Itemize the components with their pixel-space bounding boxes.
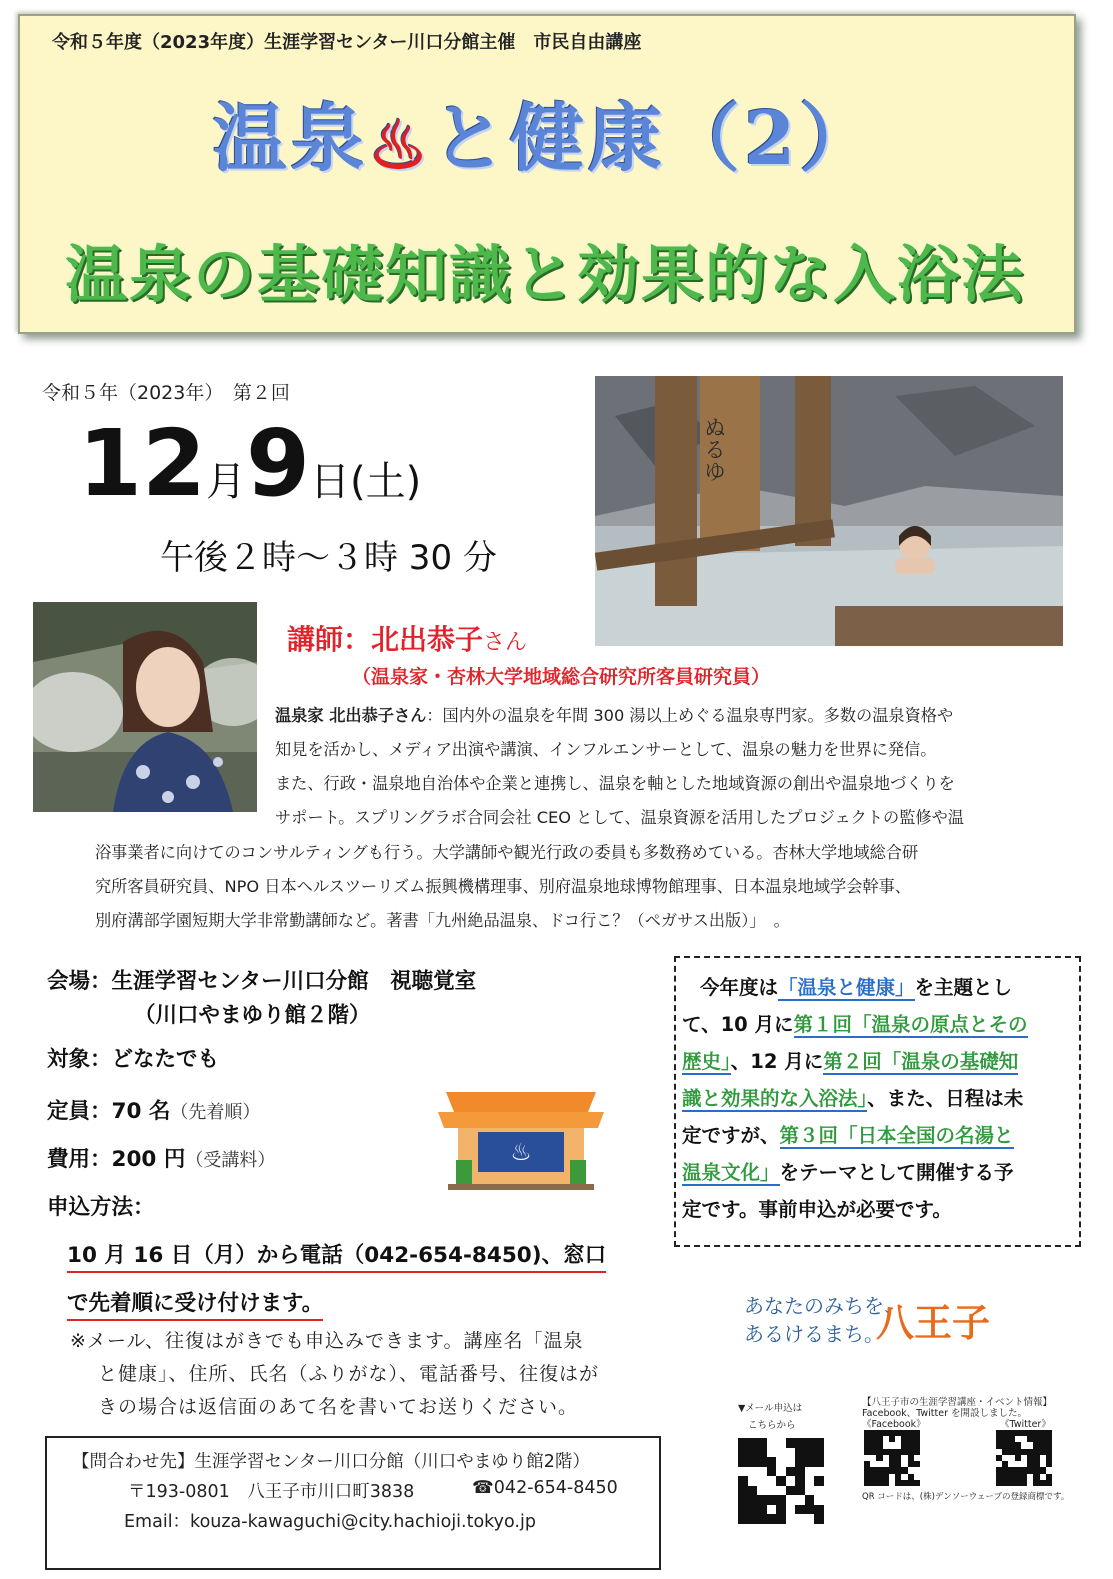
apply-line-1-text: 10 月 16 日（月）から電話（042-654-8450)、窓口: [67, 1243, 606, 1273]
contact-email[interactable]: Email：kouza-kawaguchi@city.hachioji.tokyo.jp: [124, 1512, 536, 1532]
capacity: [47, 1094, 260, 1125]
mail-qr-caption-1: ▼メール申込は: [738, 1403, 803, 1414]
capacity-note: （先着順）: [170, 1102, 261, 1123]
title-right: と健康（2）: [431, 96, 878, 182]
contact-phone: ☎042-654-8450: [472, 1478, 618, 1498]
city-logo: 八王子: [876, 1301, 991, 1345]
t4a: 識と効果的な入浴法」: [682, 1087, 868, 1110]
theme-line-3: [682, 1046, 1018, 1074]
t3c: 第２回「温泉の基礎知: [823, 1050, 1019, 1073]
theme-line-4: [682, 1083, 1023, 1111]
fee: [47, 1142, 275, 1173]
t5a: 定ですが、: [682, 1124, 780, 1147]
fee-note: （受講料）: [185, 1150, 276, 1171]
t4b: 、また、日程は未: [867, 1087, 1024, 1110]
theme-line-1: [700, 972, 1012, 1000]
t3b: 、12 月に: [730, 1050, 824, 1073]
fee-value: 費用：200 円: [47, 1147, 186, 1172]
t2b: 第１回「温泉の原点とその: [793, 1013, 1028, 1036]
onsen-house-icon: [438, 1090, 604, 1190]
lecturer-label: 講師：北出恭子: [287, 623, 484, 656]
svg-text:♨: ♨: [510, 1138, 532, 1166]
lecturer-portrait: [33, 602, 257, 812]
sns-caption-2: Facebook、Twitter を開設しました。: [862, 1408, 1027, 1419]
mail-qr-caption-2: こちらから: [748, 1420, 796, 1431]
bio-line-4: サポート。スプリングラボ合同会社 CEO として、温泉資源を活用したプロジェクトの監修や温: [275, 808, 964, 827]
contact-address: 〒193-0801 八王子市川口町3838: [128, 1482, 415, 1502]
bio-line-3: また、行政・温泉地自治体や企業と連携し、温泉を軸とした地域資源の創出や温泉地づくりを: [275, 774, 955, 793]
contact-heading: 【問合わせ先】生涯学習センター川口分館（川口やまゆり館2階）: [72, 1452, 590, 1472]
t5b: 第３回「日本全国の名湯と: [779, 1124, 1014, 1147]
qr-trademark-note: QR コードは、(株)デンソーウェーブの登録商標です。: [862, 1492, 1070, 1502]
event-time: 午後２時～３時 30 分: [160, 538, 497, 578]
facebook-label: 《Facebook》: [862, 1419, 926, 1430]
lecturer-honorific: さん: [483, 630, 528, 655]
month-kanji: 月: [206, 459, 247, 505]
day-number: 9: [246, 410, 311, 517]
t1a: 今年度は: [700, 976, 779, 999]
target: 対象：どなたでも: [47, 1047, 220, 1072]
slogan-line-2: あるけるまち。: [744, 1322, 884, 1346]
bio-line-2: 知見を活かし、メディア出演や講演、インフルエンサーとして、温泉の魅力を世界に発信。: [275, 740, 937, 759]
day-kanji: 日: [310, 459, 351, 505]
twitter-label: 《Twitter》: [1000, 1419, 1051, 1430]
month-number: 12: [78, 410, 207, 517]
organizer-line: 令和５年度（2023年度）生涯学習センター川口分館主催 市民自由講座: [52, 32, 642, 53]
bio-text: ：国内外の温泉を年間 300 湯以上めぐる温泉専門家。多数の温泉資格や: [426, 706, 954, 725]
theme-line-2: [682, 1009, 1028, 1037]
year-session: 令和５年（2023年） 第２回: [42, 382, 290, 404]
note-line-1: ※メール、往復はがきでも申込みできます。講座名「温泉: [70, 1330, 584, 1352]
bio-line-5: 浴事業者に向けてのコンサルティングも行う。大学講師や観光行政の委員も多数務めている。杏林大学地域総合研: [95, 843, 919, 862]
theme-line-6: [682, 1157, 1014, 1185]
t6b: をテーマとして開催する予: [779, 1161, 1014, 1184]
onsen-photo: [595, 376, 1063, 646]
sns-caption-1: 【八王子市の生涯学習講座・イベント情報】: [862, 1397, 1053, 1408]
apply-line-2-text: で先着順に受け付けます。: [67, 1291, 323, 1321]
bio-line-7: 別府溝部学園短期大学非常勤講師など。著書「九州絶品温泉、ドコ行こ？（ペガサス出版）」 。: [95, 911, 790, 930]
lecturer-name: [287, 618, 527, 658]
theme-line-5: [682, 1120, 1014, 1148]
main-title: [0, 80, 1090, 186]
note-line-2: と健康」、住所、氏名（ふりがな）、電話番号、往復はが: [98, 1363, 600, 1385]
slogan-line-1: あなたのみちを、: [744, 1294, 904, 1318]
onsen-mark-icon: ♨: [368, 106, 432, 184]
note-line-3: きの場合は返信面のあて名を書いてお送りください。: [98, 1396, 579, 1418]
onsen-photo-illustration: [595, 376, 1063, 646]
bio-line-6: 究所客員研究員、NPO 日本ヘルスツーリズム振興機構理事、別府温泉地球博物館理事、日本温泉地域学会幹事、: [95, 877, 911, 896]
t1b: 「温泉と健康」: [778, 976, 915, 999]
bath-sign-text: ぬるゆ: [700, 416, 726, 482]
event-date: [78, 410, 421, 517]
t3a: 歴史」: [682, 1050, 731, 1073]
lecturer-affiliation: （温泉家・杏林大学地域総合研究所客員研究員）: [352, 666, 771, 688]
apply-label: 申込方法：: [47, 1195, 155, 1220]
t6a: 温泉文化」: [682, 1161, 780, 1184]
weekday: (土): [350, 459, 422, 505]
portrait-illustration: [33, 602, 257, 812]
theme-line-7: 定です。事前申込が必要です。: [682, 1198, 952, 1221]
subtitle: 温泉の基礎知識と効果的な入浴法: [64, 238, 1025, 311]
bio-line-1: [275, 708, 953, 724]
mail-qr-code[interactable]: [738, 1438, 824, 1524]
apply-line-1: [67, 1238, 606, 1269]
twitter-qr-code[interactable]: [996, 1430, 1052, 1486]
t2a: て、10 月に: [682, 1013, 794, 1036]
title-left: 温泉: [212, 96, 369, 182]
venue: 会場：生涯学習センター川口分館 視聴覚室: [47, 969, 477, 994]
facebook-qr-code[interactable]: [864, 1430, 920, 1486]
venue-sub: （川口やまゆり館２階）: [134, 1003, 371, 1028]
apply-line-2: [67, 1286, 323, 1317]
capacity-value: 定員：70 名: [47, 1099, 171, 1124]
bio-lead: 温泉家 北出恭子さん: [275, 706, 427, 725]
t1c: を主題とし: [914, 976, 1013, 999]
